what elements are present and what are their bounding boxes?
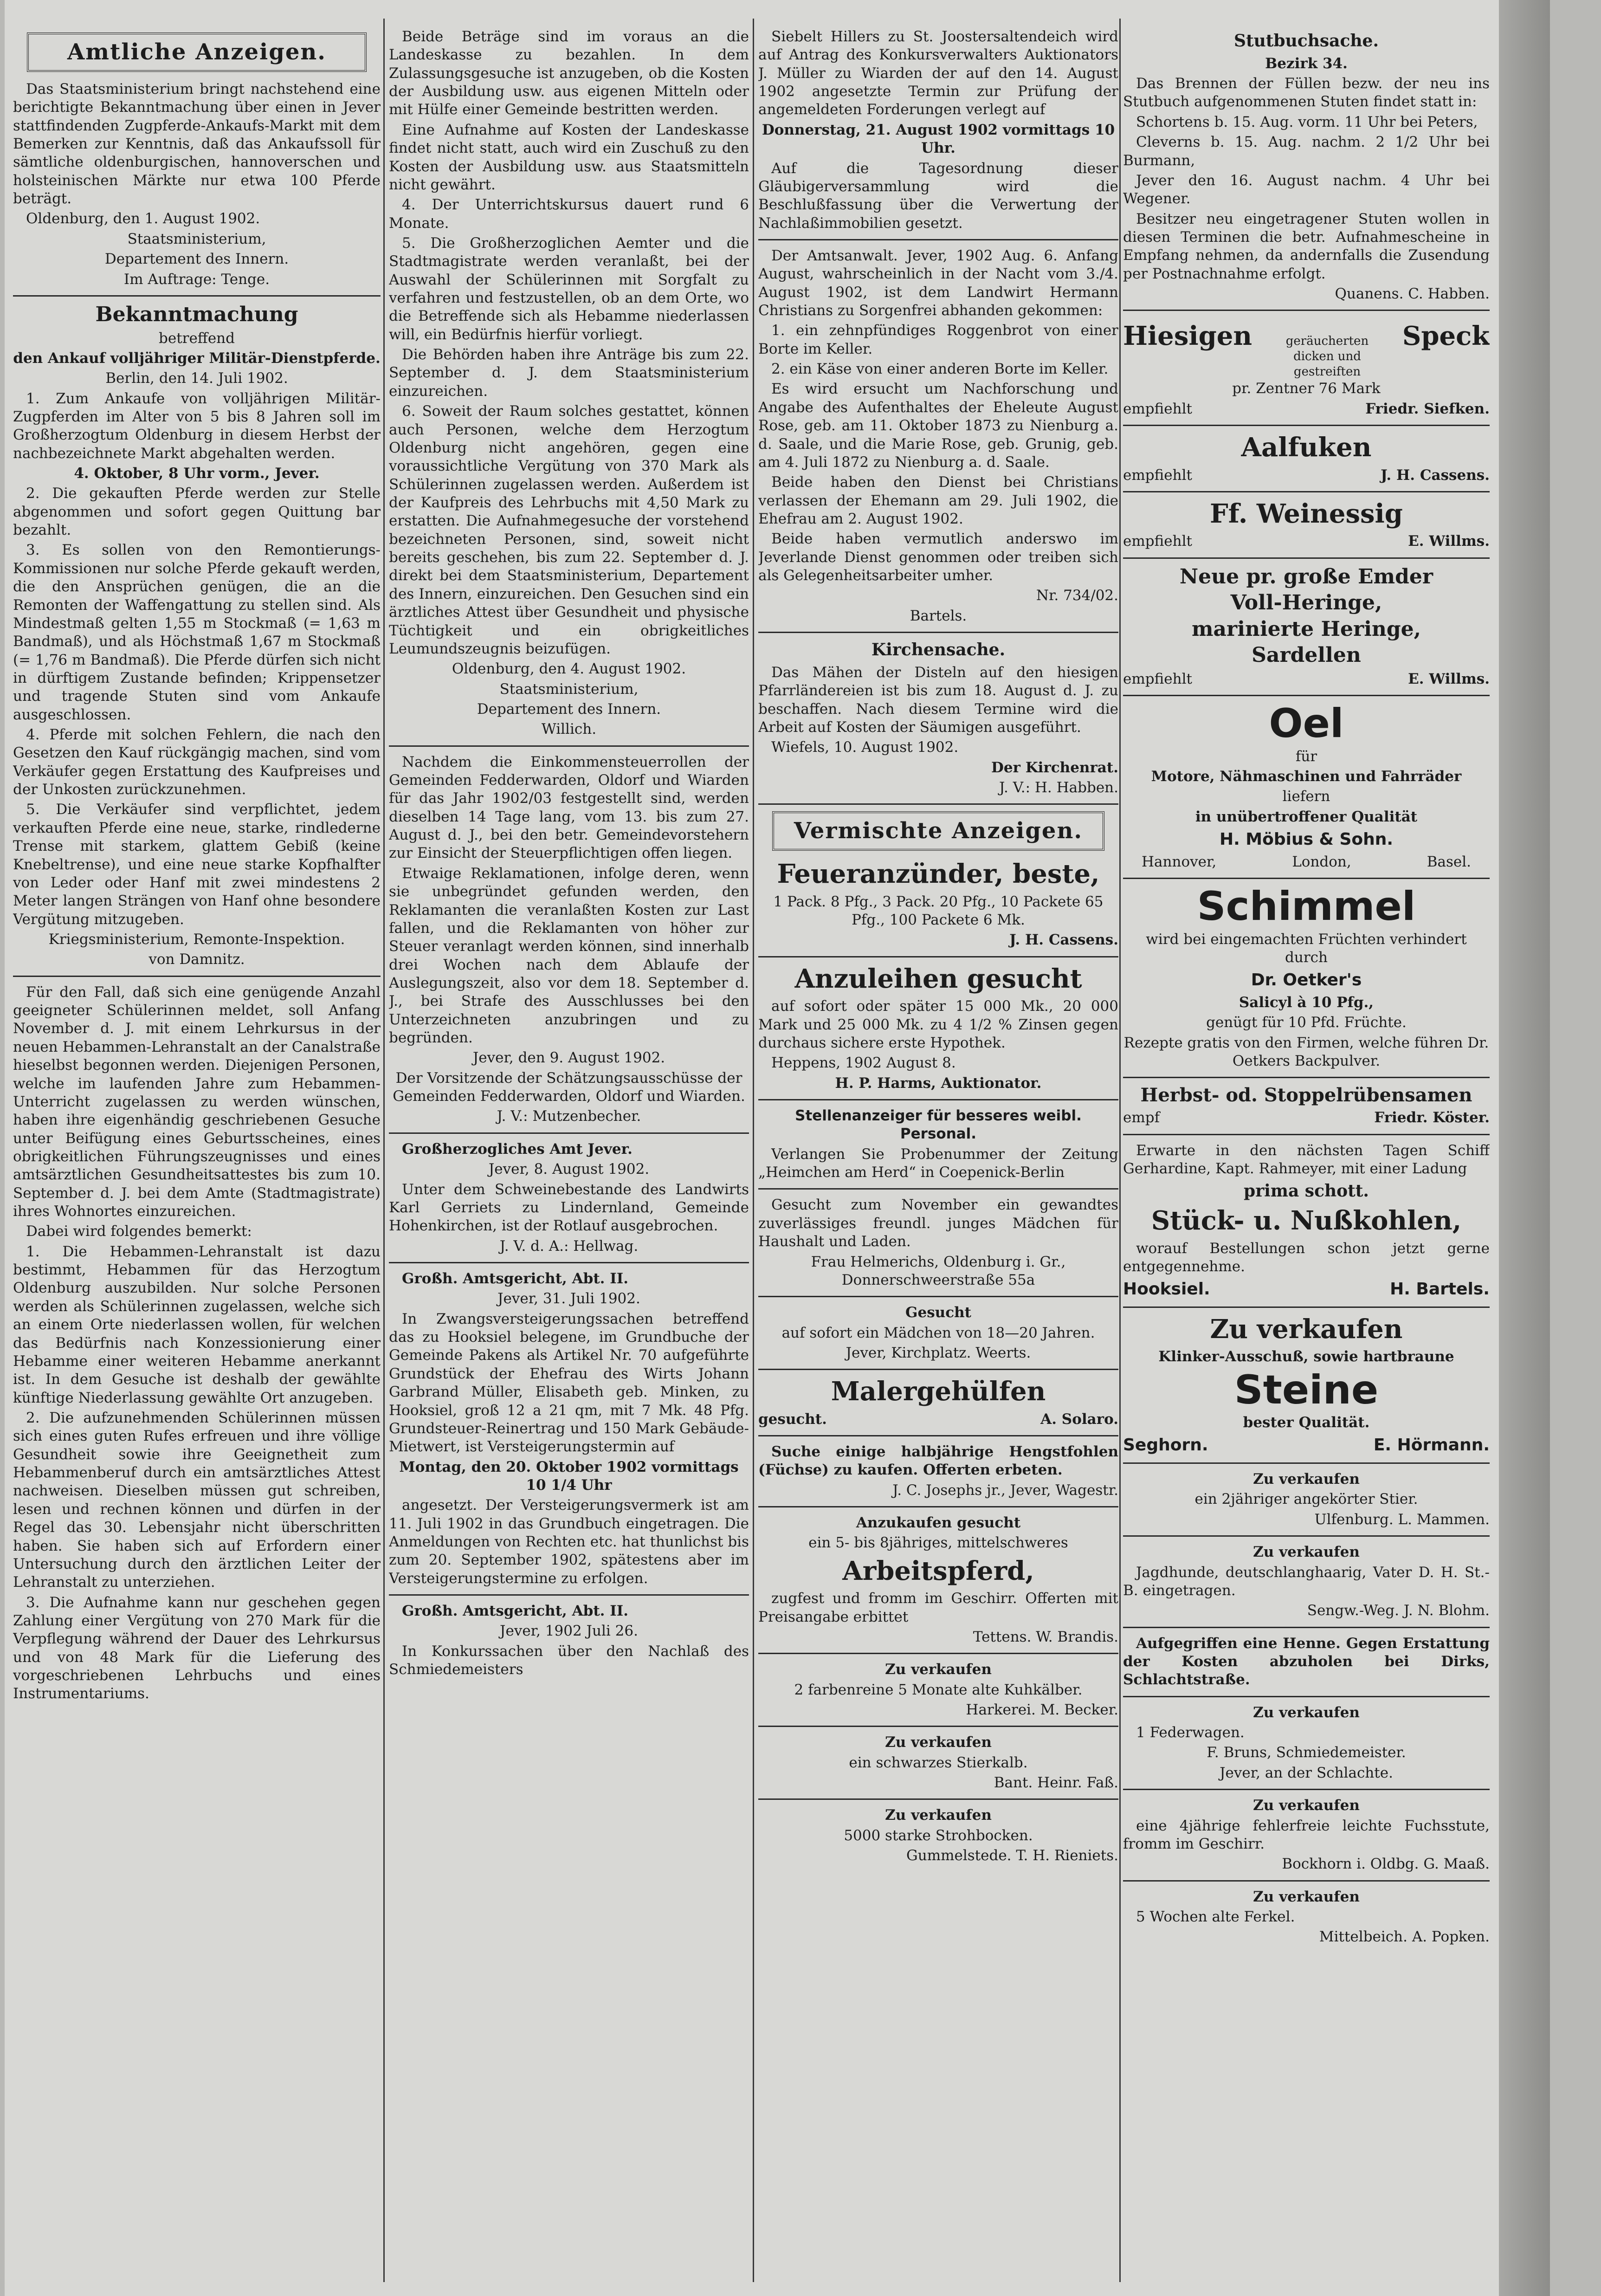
notice-title: Stutbuchsache. <box>1234 31 1379 51</box>
ad-title: Speck <box>1402 321 1490 352</box>
notice-place: Oldenburg, den 4. August 1902. <box>452 660 686 678</box>
divider <box>389 1262 749 1263</box>
notice-place: Jever, den 9. August 1902. <box>472 1049 665 1067</box>
column-2 <box>389 28 749 2282</box>
column-rule <box>753 19 754 2282</box>
divider <box>758 1506 1118 1507</box>
ad-subtitle: Klinker-Ausschuß, sowie hartbraune <box>1158 1348 1454 1365</box>
notice-text: Beide Beträge sind im voraus an die Landeskasse zu bezahlen. In dem Zulassungsgesuche ist anzugeben, ob die Kosten der Ausbildung usw. aus eigenen Mitteln oder mit Hülfe einer Gemeinde bestritten werden. <box>389 28 749 118</box>
ad-signature: Bockhorn i. Oldbg. G. Maaß. <box>1282 1856 1490 1873</box>
notice-text: angesetzt. Der Versteigerungsvermerk ist am 11. Juli 1902 in das Grundbuch eingetragen. Die Anmeldungen von Rechten etc. hat thunlichst bis zum 20. September 1902, spätestens aber im Versteigerungstermine zu erfolgen. <box>389 1497 749 1587</box>
ad-text: 1 Pack. 8 Pfg., 3 Pack. 20 Pfg., 10 Packete 65 Pfg., 100 Packete 6 Mk. <box>773 893 1104 929</box>
ad-signature: Friedr. Köster. <box>1374 1109 1490 1126</box>
notice-text: 2. Die aufzunehmenden Schülerinnen müssen sich eines guten Rufes erfreuen und ihre völlige Gesundheit sowie ihre Geeignetheit zum Hebammenberuf durch ein amtsärztliches Attest nachweisen. Dieselben müssen gut schreiben, lesen und rechnen können und dürfen in der Regel das 30. Lebensjahr nicht überschritten haben. Sie haben sich auf Erfordern einer Untersuchung durch den ärztlichen Leiter der Lehranstalt zu unterziehen. <box>13 1409 381 1591</box>
column-1 <box>13 28 381 2282</box>
notice-place: Oldenburg, den 1. August 1902. <box>26 210 260 227</box>
ad-text: zugfest und fromm im Geschirr. Offerten mit Preisangabe erbittet <box>758 1590 1118 1625</box>
ad-signature: Tettens. W. Brandis. <box>973 1628 1118 1645</box>
ad-footer <box>1123 1109 1490 1127</box>
notice-title: Großherzogliches Amt Jever. <box>402 1140 633 1158</box>
ad-text: eine 4jährige fehlerfreie leichte Fuchsstute, fromm im Geschirr. <box>1123 1817 1490 1852</box>
divider <box>1123 1696 1490 1697</box>
notice-signature: Departement des Innern. <box>477 700 661 718</box>
ad-place: Heppens, 1902 August 8. <box>771 1054 956 1072</box>
notice-signature: Bartels. <box>910 607 967 624</box>
ad-text: auf sofort ein Mädchen von 18—20 Jahren. <box>781 1324 1095 1341</box>
column-rule <box>383 19 385 2282</box>
ad-signature: Mittelbeich. A. Popken. <box>1319 1928 1490 1946</box>
ad-speck <box>1123 317 1490 380</box>
ad-signature: Ulfenburg. L. Mammen. <box>1314 1511 1490 1528</box>
ad-text: Basel. <box>1427 853 1471 870</box>
divider <box>1123 425 1490 426</box>
divider <box>13 295 381 297</box>
ad-title: Hiesigen <box>1123 321 1252 352</box>
ad-footer <box>1123 466 1490 485</box>
notice-place: Berlin, den 14. Juli 1902. <box>105 370 288 387</box>
ad-title: Zu verkaufen <box>885 1734 992 1751</box>
ad-footer <box>1123 1435 1490 1456</box>
notice-subtitle: betreffend <box>159 330 235 347</box>
notice-text: Besitzer neu eingetragener Stuten wollen in diesen Terminen die betr. Aufnahmescheine in Empfang nehmen, da andernfalls die Zusendung per Postnachnahme erfolgt. <box>1123 210 1490 282</box>
divider <box>1123 491 1490 492</box>
ad-title: Zu verkaufen <box>1253 1704 1360 1721</box>
ad-text: gesucht. <box>758 1410 827 1428</box>
notice-signature: Willich. <box>541 721 597 738</box>
ad-title: marinierte Heringe, <box>1191 617 1421 641</box>
ad-text: empfiehlt <box>1123 466 1192 484</box>
notice-text: 1. Zum Ankaufe von volljährigen Militär-Zugpferden im Alter von 5 bis 8 Jahren soll im Großherzogtum Oldenburg in diesem Herbst der nachbezeichnete Markt abgehalten werden. <box>13 390 381 462</box>
ad-text: Salicyl à 10 Pfg., <box>1239 994 1374 1011</box>
newspaper-page <box>5 0 1550 2296</box>
ad-title: Schimmel <box>1197 883 1416 930</box>
divider <box>1123 1627 1490 1628</box>
notice-text: In Konkurssachen über den Nachlaß des Schmiedemeisters <box>389 1643 749 1678</box>
notice-signature: Der Vorsitzende der Schätzungsausschüsse der Gemeinden Fedderwarden, Oldorf und Wiarden. <box>393 1069 745 1105</box>
notice-text: Beide haben vermutlich anderswo im Jeverlande Dienst genommen oder treiben sich als Gelegenheitsarbeiter umher. <box>758 530 1118 584</box>
divider <box>758 1099 1118 1100</box>
notice-signature: Departement des Innern. <box>104 251 289 268</box>
ad-footer <box>758 1410 1118 1429</box>
section-header-official: Amtliche Anzeigen. <box>27 32 367 72</box>
ad-title: Ff. Weinessig <box>1210 498 1403 529</box>
notice-text: Dabei wird folgendes bemerkt: <box>26 1223 252 1240</box>
notice-date: Donnerstag, 21. August 1902 vormittags 10 Uhr. <box>762 121 1115 157</box>
notice-place: Jever, 1902 Juli 26. <box>500 1623 638 1640</box>
ad-signature: J. H. Cassens. <box>1009 931 1118 949</box>
divider <box>13 976 381 977</box>
divider <box>1123 1789 1490 1790</box>
divider <box>758 956 1118 957</box>
ad-footer <box>1123 532 1490 550</box>
section-header-misc: Vermischte Anzeigen. <box>772 811 1104 851</box>
ad-text: 2 farbenreine 5 Monate alte Kuhkälber. <box>794 1681 1083 1698</box>
divider <box>1123 1535 1490 1537</box>
notice-place: Jever, 8. August 1902. <box>488 1161 650 1178</box>
divider <box>1123 557 1490 559</box>
notice-text: 3. Es sollen von den Remontierungs-Kommissionen nur solche Pferde gekauft werden, die den Ansprüchen genügen, die an die Remonten der Waffengattung zu stellen sind. Als Mindestmaß gelten 1,55 m Stockmaß (= 1,63 m Bandmaß), und als Höchstmaß 1,67 m Stockmaß (= 1,76 m Bandmaß). Die Pferde dürfen sich nicht in dürftigem Zustande befinden; Krippensetzer und tragende Stuten sind vom Ankaufe ausgeschlossen. <box>13 542 381 723</box>
ad-title: Zu verkaufen <box>1253 1797 1360 1814</box>
ad-title: Stück- u. Nußkohlen, <box>1151 1205 1462 1236</box>
ad-text: Verlangen Sie Probenummer der Zeitung „Heimchen am Herd“ in Coepenick-Berlin <box>758 1145 1118 1181</box>
notice-signature: Im Auftrage: Tenge. <box>123 271 270 288</box>
ad-text: geräucherten dicken und gestreiften <box>1285 334 1369 379</box>
ad-text: Motore, Nähmaschinen und Fahrräder <box>1151 768 1462 785</box>
notice-text: Der Amtsanwalt. Jever, 1902 Aug. 6. Anfang August, wahrscheinlich in der Nacht vom 3./4. August 1902, ist dem Landwirt Hermann Christians zu Sorgenfrei abhanden gekommen: <box>758 247 1118 319</box>
notice-text: Schortens b. 15. Aug. vorm. 11 Uhr bei Peters, <box>1136 113 1478 130</box>
notice-date: 4. Oktober, 8 Uhr vorm., Jever. <box>74 465 320 482</box>
ad-signature: A. Solaro. <box>1040 1410 1118 1428</box>
notice-signature: J. V. d. A.: Hellwag. <box>499 1237 639 1255</box>
ad-text: liefern <box>1282 788 1330 805</box>
ad-title: Voll-Heringe, <box>1230 591 1382 615</box>
ad-title: Malergehülfen <box>831 1376 1046 1407</box>
ad-title: Gesucht <box>905 1304 971 1321</box>
notice-signature: J. V.: Mutzenbecher. <box>497 1108 641 1125</box>
ad-signature: Bant. Heinr. Faß. <box>994 1774 1118 1792</box>
ad-title: Zu verkaufen <box>1253 1888 1360 1905</box>
divider <box>1123 1462 1490 1464</box>
page-edge <box>1499 0 1550 2296</box>
ad-signature: Sengw.-Weg. J. N. Blohm. <box>1307 1602 1490 1619</box>
ad-signature: J. H. Cassens. <box>1381 466 1490 484</box>
ad-signature: Jever, an der Schlachte. <box>1220 1764 1393 1781</box>
ad-footer <box>1123 1279 1490 1300</box>
ad-signature: J. C. Josephs jr., Jever, Wagestr. <box>892 1481 1118 1499</box>
ad-text: Aufgegriffen eine Henne. Gegen Erstattung der Kosten abzuholen bei Dirks, Schlachtstraße. <box>1123 1635 1490 1688</box>
ad-signature: F. Bruns, Schmiedemeister. <box>1207 1744 1406 1761</box>
ad-signature: Jever, Kirchplatz. Weerts. <box>846 1344 1031 1361</box>
notice-text: Unter dem Schweinebestande des Landwirts Karl Gerriets zu Lindernland, Gemeinde Hohenkirchen, ist der Rotlauf ausgebrochen. <box>389 1181 749 1235</box>
notice-text: Das Brennen der Füllen bezw. der neu ins Stutbuch aufgenommenen Stuten findet statt in: <box>1123 75 1490 110</box>
ad-text: Suche einige halbjährige Hengstfohlen (Füchse) zu kaufen. Offerten erbeten. <box>758 1443 1118 1479</box>
notice-title: Großh. Amtsgericht, Abt. II. <box>402 1270 629 1287</box>
notice-signature: J. V.: H. Habben. <box>999 779 1118 796</box>
notice-text: 5. Die Verkäufer sind verpflichtet, jedem verkauften Pferde eine neue, starke, rindlederne Trense mit starkem, glattem Gebiß (keine Knebeltrense), und eine neue starke Kopfhalfter von Leder oder Hanf mit zwei mindestens 2 Meter langen Strängen von Hanf ohne besondere Vergütung mitzugeben. <box>13 801 381 928</box>
notice-text: 2. Die gekauften Pferde werden zur Stelle abgenommen und sofort gegen Quittung bar bezahlt. <box>13 485 381 539</box>
notice-signature: Staatsministerium, <box>499 680 639 698</box>
ad-signature: H. Möbius & Sohn. <box>1219 830 1394 849</box>
divider <box>758 1653 1118 1654</box>
ad-signature: Gummelstede. T. H. Rieniets. <box>906 1847 1118 1864</box>
notice-text: Nachdem die Einkommensteuerrollen der Gemeinden Fedderwarden, Oldorf und Wiarden für das Jahr 1902/03 festgestellt sind, werden dieselben 14 Tage lang, vom 13. bis zum 27. August d. J., bei den betr. Gemeindevorstehern zur Einsicht der Steuerpflichtigen offen liegen. <box>389 753 749 862</box>
notice-title: Großh. Amtsgericht, Abt. II. <box>402 1603 629 1620</box>
ad-title: Aalfuken <box>1241 432 1372 463</box>
notice-signature: Staatsministerium, <box>127 230 266 247</box>
ad-cities <box>1123 853 1490 871</box>
divider <box>1123 695 1490 696</box>
notice-text: 6. Soweit der Raum solches gestattet, können auch Personen, welche dem Herzogtum Oldenburg nicht angehören, gegen eine voraussichtliche Vergütung von 370 Mark als Schülerinnen zugelassen werden. Außerdem ist der Kaufpreis des Lehrbuchs mit 4,50 Mark zu erstatten. Die Aufnahmegesuche der vorstehend bezeichneten Personen, sind, soweit nicht bereits geschehen, bis zum 22. September d. J. direkt bei dem Staatsministerium, Departement des Innern, einzureichen. Den Gesuchen sind ein ärztliches Attest über Gesundheit und physische Tüchtigkeit und ein obrigkeitliches Leumundszeugnis beizufügen. <box>389 403 749 657</box>
notice-subtitle: den Ankauf volljähriger Militär-Dienstpferde. <box>13 349 381 367</box>
ad-title: Zu verkaufen <box>1253 1544 1360 1561</box>
ad-text: 5 Wochen alte Ferkel. <box>1136 1908 1295 1925</box>
ad-title: Anzuleihen gesucht <box>794 963 1082 994</box>
ad-signature: Frau Helmerichs, Oldenburg i. Gr., Donnerschweerstraße 55a <box>811 1253 1066 1288</box>
notice-title: Kirchensache. <box>871 640 1006 660</box>
notice-signature: Kriegsministerium, Remonte-Inspektion. <box>48 931 345 948</box>
ad-footer <box>1123 670 1490 688</box>
divider <box>758 1798 1118 1800</box>
divider <box>758 803 1118 805</box>
ad-signature: E. Hörmann. <box>1373 1436 1490 1455</box>
ad-text: 1 Federwagen. <box>1136 1724 1245 1741</box>
notice-text: Es wird ersucht um Nachforschung und Angabe des Aufenthaltes der Eheleute August Rose, geb. am 11. Oktober 1873 zu Nienburg a. d. Saale, und die Marie Rose, geb. Grunig, geb. am 4. Juli 1872 zu Nienburg a. d. Saale. <box>758 381 1118 471</box>
ad-text: Erwarte in den nächsten Tagen Schiff Gerhardine, Kapt. Rahmeyer, mit einer Ladung <box>1123 1142 1490 1177</box>
ad-title: Zu verkaufen <box>1210 1314 1403 1345</box>
notice-text: Cleverns b. 15. Aug. nachm. 2 1/2 Uhr bei Burmann, <box>1123 134 1490 169</box>
ad-signature: Harkerei. M. Becker. <box>966 1701 1118 1719</box>
notice-text: Für den Fall, daß sich eine genügende Anzahl geeigneter Schülerinnen meldet, soll Anfang November d. J. mit einem Lehrkursus in der neuen Hebammen-Lehranstalt an der Canalstraße hieselbst begonnen werden. Diejenigen Personen, welche im laufenden Jahre zum Hebammen-Unterricht zugelassen zu werden wünschen, haben ihre eigenhändig geschriebenen Gesuche unter Beifügung eines Geburtsscheines, eines obrigkeitlichen Führungszeugnisses und eines amtsärztlichen Gesundheitsattestes bis zum 10. September d. J. bei dem Amte (Stadtmagistrate) ihres Wohnortes einzureichen. <box>13 983 381 1220</box>
ad-text: Gesucht zum November ein gewandtes zuverlässiges freundl. junges Mädchen für Haushalt und Laden. <box>758 1197 1118 1250</box>
divider <box>1123 1134 1490 1135</box>
ad-title: Zu verkaufen <box>1253 1471 1360 1488</box>
notice-text: 1. Die Hebammen-Lehranstalt ist dazu bestimmt, Hebammen für das Herzogtum Oldenburg auszubilden. Nur solche Personen werden als Schülerinnen zugelassen, welche sich an einem Orte niederlassen wollen, für welchen das Bedürfnis nach Konzessionierung einer Hebamme einer weiteren Hebamme anerkannt ist. In dem Gesuche ist deshalb der gewählte künftige Niederlassung gewählte Ort anzugeben. <box>13 1243 381 1406</box>
ad-text: Dr. Oetker's <box>1251 970 1362 990</box>
ad-footer <box>1123 400 1490 418</box>
column-rule <box>1119 19 1121 2282</box>
notice-text: Auf die Tagesordnung dieser Gläubigerversammlung wird die Beschlußfassung über die Verwertung der Nachlaßimmobilien gesetzt. <box>758 160 1118 232</box>
notice-text: 4. Der Unterrichtskursus dauert rund 6 Monate. <box>389 196 749 232</box>
ad-signature: E. Willms. <box>1408 671 1490 688</box>
divider <box>758 1188 1118 1190</box>
ad-text: auf sofort oder später 15 000 Mk., 20 000 Mark und 25 000 Mk. zu 4 1/2 % Zinsen gegen durchaus sichere erste Hypothek. <box>758 998 1118 1051</box>
divider <box>1123 1306 1490 1308</box>
notice-text: 4. Pferde mit solchen Fehlern, die nach den Gesetzen den Kauf rückgängig machen, sind vom Verkäufer gegen Erstattung des Kaufpreises und der Unkosten zurückzunehmen. <box>13 726 381 798</box>
notice-text: Beide haben den Dienst bei Christians verlassen der Ehemann am 29. Juli 1902, die Ehefrau am 2. August 1902. <box>758 474 1118 527</box>
ad-title: Oel <box>1269 700 1344 747</box>
divider <box>389 745 749 747</box>
divider <box>1123 1880 1490 1882</box>
ad-text: Jagdhunde, deutschlanghaarig, Vater D. H. St.-B. eingetragen. <box>1123 1564 1490 1599</box>
divider <box>1123 878 1490 879</box>
ad-title: Zu verkaufen <box>885 1661 992 1678</box>
ad-title: Zu verkaufen <box>885 1807 992 1824</box>
divider <box>1123 1077 1490 1078</box>
ad-text: Rezepte gratis von den Firmen, welche führen Dr. Oetkers Backpulver. <box>1123 1034 1489 1070</box>
ad-signature: Friedr. Siefken. <box>1365 400 1490 417</box>
ad-text: für <box>1295 748 1317 765</box>
notice-text: Jever den 16. August nachm. 4 Uhr bei Wegener. <box>1123 172 1490 207</box>
column-3 <box>758 28 1118 2282</box>
divider <box>758 1296 1118 1297</box>
ad-text: empfiehlt <box>1123 400 1192 417</box>
notice-text: 2. ein Käse von einer anderen Borte im Keller. <box>771 361 1109 378</box>
ad-text: ein schwarzes Stierkalb. <box>849 1754 1028 1771</box>
notice-number: Nr. 734/02. <box>1036 587 1118 604</box>
notice-text: In Zwangsversteigerungssachen betreffend das zu Hooksiel belegene, im Grundbuche der Gemeinde Pakens als Artikel Nr. 70 aufgeführte Grundstück der Ehefrau des Wirts Johann Garbrand Müller, Elisabeth geb. Minken, zu Hooksiel, groß 12 a 21 qm, mit 7 Mk. 48 Pfg. Grundsteuer-Reinertrag und 150 Mark Gebäude-Mietwert, ist Versteigerungstermin auf <box>389 1310 749 1455</box>
ad-title: Sardellen <box>1252 643 1361 667</box>
ad-text: London, <box>1292 853 1351 870</box>
ad-text: empf <box>1123 1109 1160 1126</box>
notice-title: Bekanntmachung <box>95 302 298 326</box>
ad-subtitle: Anzukaufen gesucht <box>856 1514 1021 1532</box>
notice-text: 1. ein zehnpfündiges Roggenbrot von einer Borte im Keller. <box>758 322 1118 357</box>
ad-text: genügt für 10 Pfd. Früchte. <box>1206 1014 1407 1031</box>
ad-text: bester Qualität. <box>1243 1414 1370 1431</box>
ad-text: ein 2jähriger angekörter Stier. <box>1194 1491 1418 1508</box>
notice-text: Etwaige Reklamationen, infolge deren, wenn sie unbegründet gefunden werden, den Reklamanten die veranlaßten Kosten zur Last fallen, und die Reklamanten von höher zur Steuer veranlagt werden können, sind innerhalb drei Wochen nach dem Ablaufe der Auslegungszeit, also vor dem 18. September d. J., bei Strafe des Ausschlusses bei den Unterzeichneten anzubringen und zu begründen. <box>389 865 749 1047</box>
column-4 <box>1123 28 1490 2282</box>
ad-subtitle: prima schott. <box>1244 1181 1369 1201</box>
notice-text: Das Staatsministerium bringt nachstehend eine berichtigte Bekanntmachung über einen in Jever stattfindenden Zugpferde-Ankaufs-Markt mit dem Bemerken zur Kenntnis, daß das Ankaufssoll für sämtliche oldenburgischen, hannoverschen und holsteinischen Märkte nur etwa 100 Pferde beträgt. <box>13 80 381 207</box>
divider <box>758 1726 1118 1727</box>
divider <box>1123 310 1490 311</box>
divider <box>758 632 1118 633</box>
ad-text: in unübertroffener Qualität <box>1195 808 1418 825</box>
ad-signature: H. P. Harms, Auktionator. <box>835 1074 1042 1092</box>
divider <box>758 1369 1118 1370</box>
ad-signature: H. Bartels. <box>1390 1280 1490 1299</box>
ad-title: Feueranzünder, beste, <box>777 859 1100 890</box>
ad-text: empfiehlt <box>1123 533 1192 550</box>
notice-text: Das Mähen der Disteln auf den hiesigen Pfarrländereien ist bis zum 18. August d. J. zu beschaffen. Nach diesem Termine wird die Arbeit auf Kosten der Säumigen ausgeführt. <box>758 664 1118 736</box>
ad-text: wird bei eingemachten Früchten verhindert durch <box>1146 931 1467 966</box>
ad-title: Steine <box>1234 1366 1379 1413</box>
notice-text: Die Behörden haben ihre Anträge bis zum 22. September d. J. dem Staatsministerium einzureichen. <box>389 346 749 400</box>
divider <box>758 239 1118 240</box>
ad-title: Neue pr. große Emder <box>1179 564 1433 589</box>
divider <box>389 1132 749 1134</box>
notice-signature: Der Kirchenrat. <box>991 759 1118 776</box>
notice-signature: Quanens. C. Habben. <box>1335 285 1490 303</box>
notice-place: Jever, 31. Juli 1902. <box>497 1290 640 1307</box>
ad-text: Seghorn. <box>1123 1436 1208 1455</box>
ad-title: Stellenanzeiger für besseres weibl. Personal. <box>795 1107 1082 1143</box>
notice-text: Eine Aufnahme auf Kosten der Landeskasse findet nicht statt, auch wird ein Zuschuß zu den Kosten der Ausbildung usw. aus Staatsmitteln nicht gewährt. <box>389 121 749 193</box>
ad-text: Hooksiel. <box>1123 1280 1210 1299</box>
divider <box>389 1594 749 1596</box>
divider <box>758 1435 1118 1436</box>
ad-signature: E. Willms. <box>1408 533 1490 550</box>
ad-text: empfiehlt <box>1123 671 1192 688</box>
notice-signature: von Damnitz. <box>148 951 245 968</box>
notice-place: Wiefels, 10. August 1902. <box>771 739 959 756</box>
notice-text: 5. Die Großherzoglichen Aemter und die Stadtmagistrate werden veranlaßt, bei der Auswahl der Schülerinnen mit Sorgfalt zu verfahren und festzustellen, ob an dem Orte, wo die Betreffende sich als Hebamme niederlassen will, ein Bedürfnis hierfür vorliegt. <box>389 234 749 343</box>
notice-text: Siebelt Hillers zu St. Joostersaltendeich wird auf Antrag des Konkursverwalters Auktionators J. Müller zu Wiarden der auf den 14. August 1902 angesetzte Termin zur Prüfung der angemeldeten Forderungen verlegt auf <box>758 28 1118 118</box>
ad-text: Hannover, <box>1142 853 1217 870</box>
ad-text: worauf Bestellungen schon jetzt gerne entgegennehme. <box>1123 1240 1490 1275</box>
ad-text: ein 5- bis 8jähriges, mittelschweres <box>808 1534 1068 1552</box>
ad-title: Arbeitspferd, <box>842 1555 1034 1586</box>
notice-date: Montag, den 20. Oktober 1902 vormittags 10 1/4 Uhr <box>399 1458 739 1494</box>
notice-text: 3. Die Aufnahme kann nur geschehen gegen Zahlung einer Vergütung von 270 Mark für die Verpflegung während der Dauer des Lehrkursus und von 48 Mark für die Lieferung des vorgeschriebenen Lehrbuchs und eines Instrumentariums. <box>13 1594 381 1702</box>
ad-price: pr. Zentner 76 Mark <box>1232 380 1381 397</box>
ad-text: 5000 starke Strohbocken. <box>844 1827 1033 1844</box>
notice-subtitle: Bezirk 34. <box>1265 55 1348 72</box>
ad-title: Herbst- od. Stoppelrübensamen <box>1140 1084 1472 1106</box>
